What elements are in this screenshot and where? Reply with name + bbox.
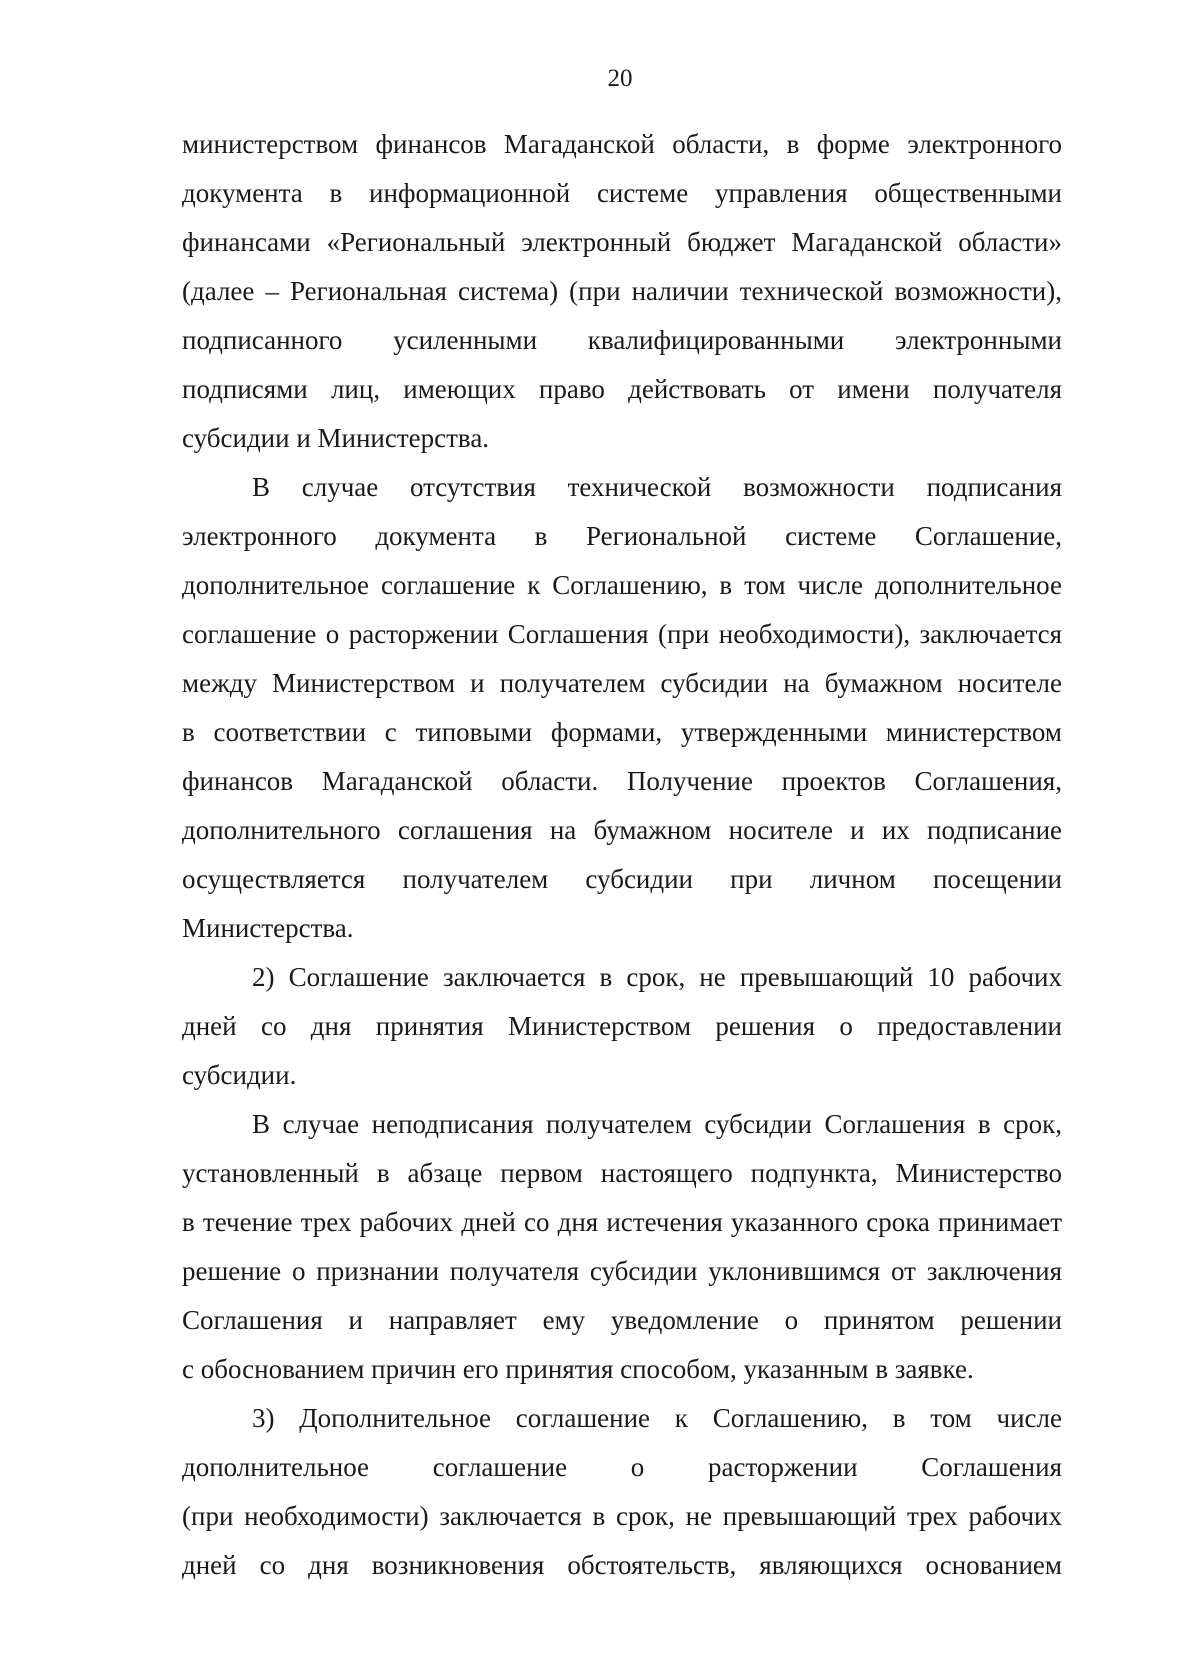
text-line: документа в информационной системе управления общественными <box>182 178 1062 208</box>
text-line: дополнительное соглашение к Соглашению, в том числе дополнительное <box>182 570 1062 600</box>
text-line: дополнительного соглашения на бумажном носителе и их подписание <box>182 815 1062 845</box>
document-body <box>182 120 1062 1590</box>
text-line: электронного документа в Региональной системе Соглашение, <box>182 521 1062 551</box>
text-line: финансами «Региональный электронный бюджет Магаданской области» <box>182 227 1062 257</box>
text-line: субсидии и Министерства. <box>182 423 490 453</box>
text-line: в соответствии с типовыми формами, утвержденными министерством <box>182 717 1062 747</box>
paragraph <box>182 463 1062 953</box>
text-line: 2) Соглашение заключается в срок, не превышающий 10 рабочих <box>252 962 1062 992</box>
text-line: подписанного усиленными квалифицированными электронными <box>182 325 1062 355</box>
text-line: 3) Дополнительное соглашение к Соглашению, в том числе <box>252 1403 1062 1433</box>
text-line: дней со дня возникновения обстоятельств, являющихся основанием <box>182 1550 1062 1580</box>
text-line: В случае отсутствия технической возможности подписания <box>252 472 1062 502</box>
text-line: в течение трех рабочих дней со дня истечения указанного срока принимает <box>182 1207 1062 1237</box>
text-line: с обоснованием причин его принятия способом, указанным в заявке. <box>182 1354 974 1384</box>
text-line: дней со дня принятия Министерством решения о предоставлении <box>182 1011 1062 1041</box>
paragraph <box>182 120 1062 463</box>
text-line: (далее – Региональная система) (при наличии технической возможности), <box>182 276 1062 306</box>
paragraph <box>182 1100 1062 1394</box>
text-line: осуществляется получателем субсидии при личном посещении <box>182 864 1062 894</box>
text-line: соглашение о расторжении Соглашения (при необходимости), заключается <box>182 619 1062 649</box>
text-line: дополнительное соглашение о расторжении Соглашения <box>182 1452 1062 1482</box>
text-line: между Министерством и получателем субсидии на бумажном носителе <box>182 668 1062 698</box>
text-line: В случае неподписания получателем субсидии Соглашения в срок, <box>252 1109 1062 1139</box>
page-number: 20 <box>607 65 633 92</box>
text-line: Соглашения и направляет ему уведомление о принятом решении <box>182 1305 1062 1335</box>
text-line: субсидии. <box>182 1060 297 1090</box>
text-line: финансов Магаданской области. Получение проектов Соглашения, <box>182 766 1062 796</box>
text-line: подписями лиц, имеющих право действовать от имени получателя <box>182 374 1062 404</box>
text-line: министерством финансов Магаданской области, в форме электронного <box>182 129 1062 159</box>
text-line: решение о признании получателя субсидии уклонившимся от заключения <box>182 1256 1062 1286</box>
text-line: установленный в абзаце первом настоящего подпункта, Министерство <box>182 1158 1062 1188</box>
paragraph <box>182 1394 1062 1590</box>
paragraph <box>182 953 1062 1100</box>
text-line: (при необходимости) заключается в срок, не превышающий трех рабочих <box>182 1501 1062 1531</box>
text-line: Министерства. <box>182 913 354 943</box>
